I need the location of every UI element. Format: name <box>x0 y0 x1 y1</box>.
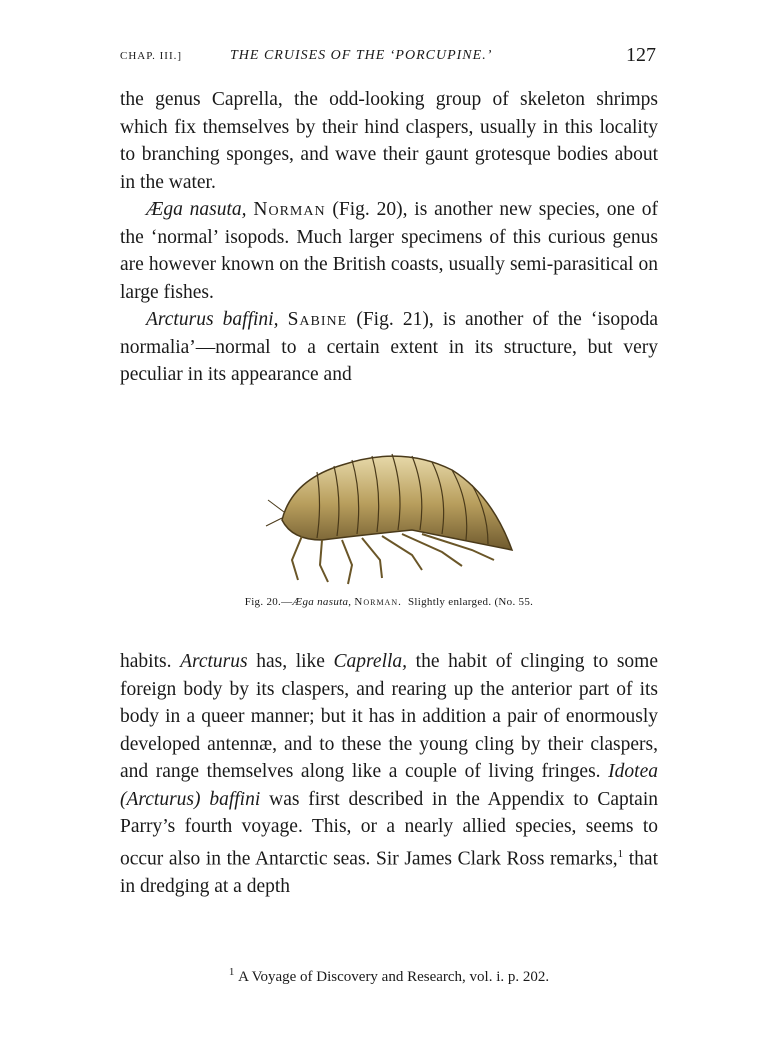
species-name: Idotea (Arcturus) baffini <box>120 761 658 810</box>
genus-name: Arcturus <box>180 651 248 672</box>
chapter-label: CHAP. III.] <box>120 50 183 62</box>
paragraph-text: (Fig. 21), is another of the ‘isopoda normalia’—normal to a certain extent in its structure, but very peculiar in its appearance and <box>120 309 659 385</box>
running-header <box>120 44 656 72</box>
author-name: Norman <box>253 199 326 220</box>
genus-name: Caprella, <box>333 651 408 672</box>
paragraph-aega <box>120 196 658 306</box>
text-run: the habit of clinging to some foreign body by its claspers, and rearing up the anterior part of its body in a queer manner; but it has in addition a pair of enormously developed antennæ, and to these the young cling by their claspers, and range themselves along like a couple of living fringes. <box>120 651 658 782</box>
paragraph-caprella: the genus Caprella, the odd-looking group of skeleton shrimps which fix themselves by their hind claspers, usually in this locality to branching sponges, and wave their gaunt grotesque bodies about in the water. <box>120 89 658 193</box>
text-run: habits. <box>120 651 172 672</box>
text-run: was first described in the Appendix to Captain Parry’s fourth voyage. This, or a nearly allied species, seems to occur also in the Antarctic seas. Sir James Clark Ross remarks, <box>120 788 659 869</box>
footnote-marker: 1 <box>228 966 235 978</box>
isopod-illustration-icon <box>262 440 526 586</box>
isopod-figure <box>262 440 526 586</box>
top-text-block <box>120 86 658 389</box>
caption-author: Norman. <box>354 596 402 608</box>
bottom-text-block <box>120 648 658 900</box>
footnote <box>120 966 658 986</box>
caption-species: Æga nasuta <box>292 596 349 608</box>
footnote-reference: 1 <box>617 847 624 860</box>
species-name: Æga nasuta, <box>146 199 247 220</box>
paragraph-text: (Fig. 20), is another new species, one of the ‘normal’ isopods. Much larger specimens of this curious genus are however known on the British coasts, usually semi-parasitical on large fishes. <box>120 199 658 303</box>
species-name: Arcturus baffini, <box>146 309 279 330</box>
caption-figure-label: Fig. 20.— <box>244 596 293 608</box>
caption-text: Slightly enlarged. (No. 55. <box>407 596 534 608</box>
text-run: has, like <box>256 651 325 672</box>
text-run: that in dredging at a depth <box>120 848 658 897</box>
paragraph-habits <box>120 648 658 900</box>
figure-caption: Fig. 20.—Æga nasuta, Norman. Slightly enlarged. (No. 55. <box>244 596 534 608</box>
running-title: THE CRUISES OF THE ‘PORCUPINE.’ <box>230 48 493 63</box>
page-number: 127 <box>626 44 656 66</box>
footnote-text: A Voyage of Discovery and Research, vol. i. p. 202. <box>238 969 550 985</box>
author-name: Sabine <box>287 309 348 330</box>
paragraph-arcturus <box>120 306 658 389</box>
